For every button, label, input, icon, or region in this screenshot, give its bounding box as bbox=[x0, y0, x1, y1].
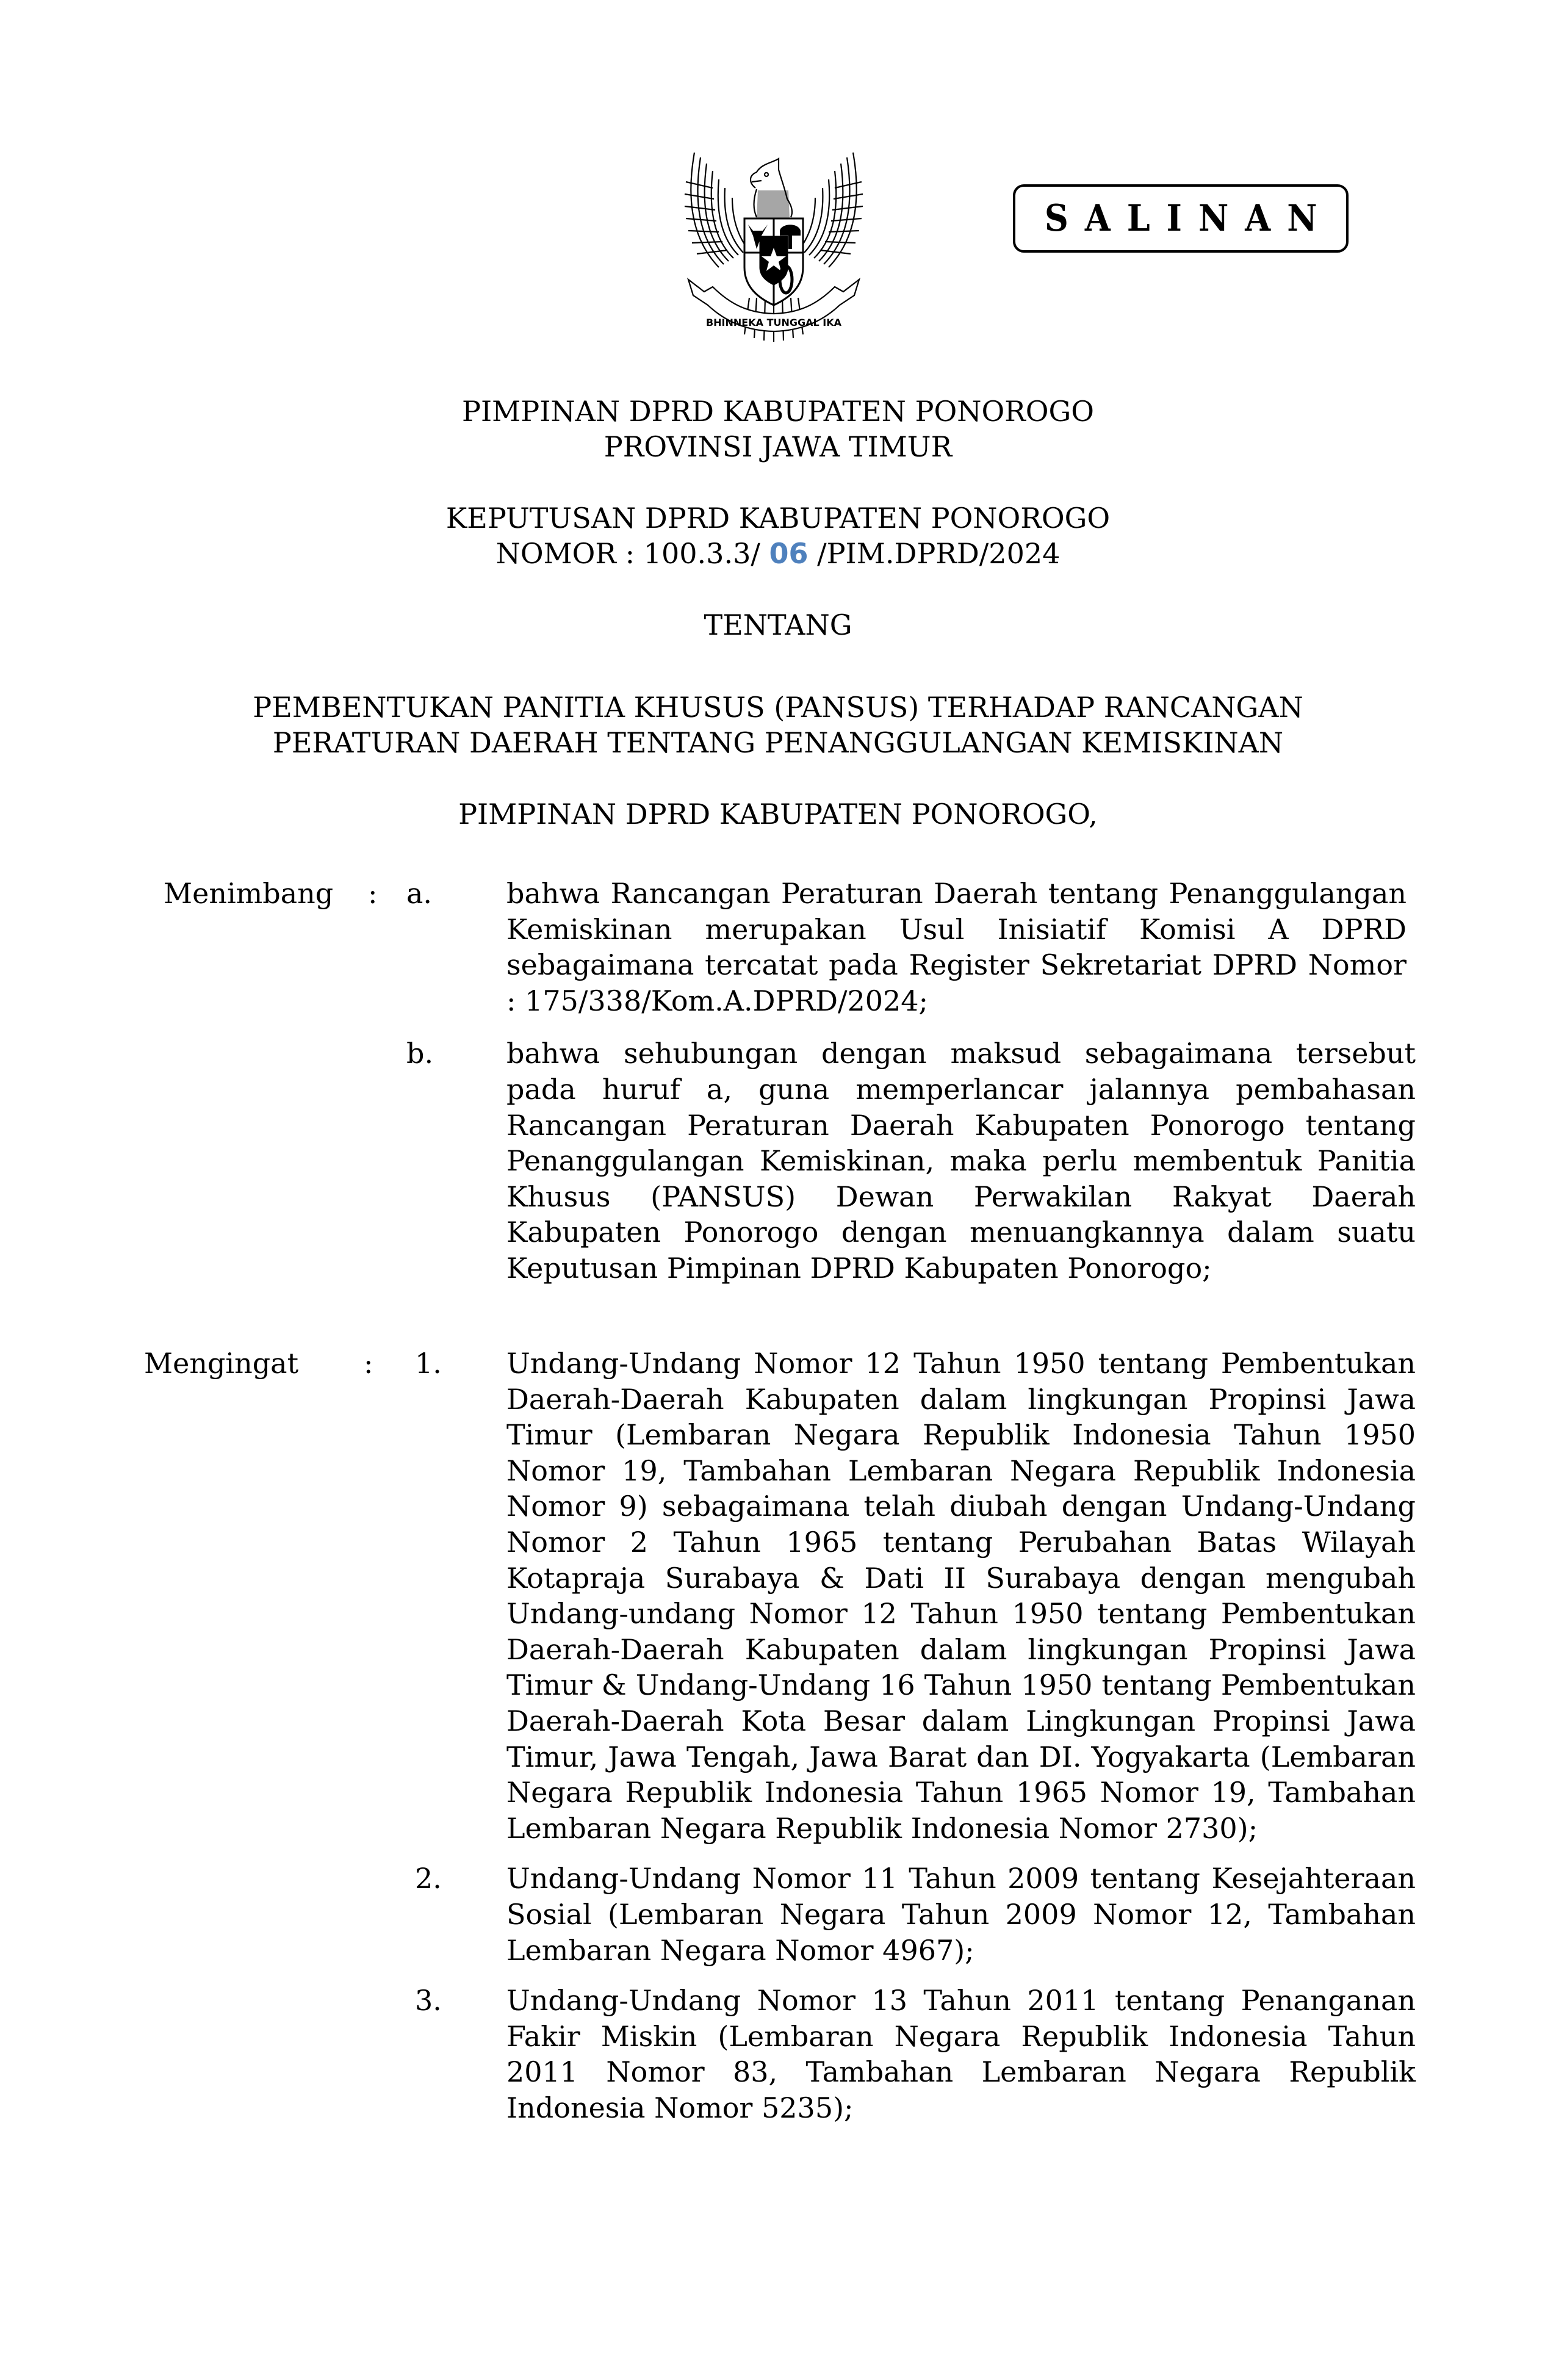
decree-title: KEPUTUSAN DPRD KABUPATEN PONOROGO bbox=[445, 502, 1111, 535]
item-text: Undang-Undang Nomor 11 Tahun 2009 tentang Kesejahteraan Sosial (Lembaran Negara Tahun 2009 Nomor 12, Tambahan Lembaran Negara Nomor 4967); bbox=[506, 1862, 1416, 1967]
mengingat-label: Mengingat bbox=[144, 1347, 299, 1380]
item-text: Undang-Undang Nomor 13 Tahun 2011 tentang Penanganan Fakir Miskin (Lembaran Negara Republik Indonesia Tahun 2011 Nomor 83, Tambahan Lembaran Negara Republik Indonesia Nomor 5235); bbox=[506, 1984, 1416, 2124]
item-text: bahwa sehubungan dengan maksud sebagaimana tersebut pada huruf a, guna memperlancar jalannya pembahasan Rancangan Peraturan Daerah Kabupaten Ponorogo tentang Penanggulangan Kemiskinan, maka perlu membentuk Panitia Khusus (PANSUS) Dewan Perwakilan Rakyat Daerah Kabupaten Ponorogo dengan menuangkannya dalam suatu Keputusan Pimpinan DPRD Kabupaten Ponorogo; bbox=[506, 1037, 1416, 1285]
mengingat-item-1 bbox=[0, 1346, 1556, 1846]
item-marker: a. bbox=[406, 877, 433, 910]
item-text: bahwa Rancangan Peraturan Daerah tentang Penanggulangan Kemiskinan merupakan Usul Inisiatif Komisi A DPRD sebagaimana tercatat pada Register Sekretariat DPRD Nomor : 175/338/Kom.A.DPRD/2024; bbox=[506, 877, 1407, 1017]
item-marker: 2. bbox=[415, 1862, 442, 1895]
decree-number-value: 06 bbox=[769, 537, 809, 570]
item-marker: 3. bbox=[415, 1984, 442, 2018]
tentang-heading: TENTANG bbox=[704, 608, 852, 641]
menimbang-item-a bbox=[0, 876, 1556, 1019]
mengingat-section bbox=[0, 1346, 1556, 2126]
issuer-line-1: PIMPINAN DPRD KABUPATEN PONOROGO bbox=[462, 395, 1094, 428]
emblem-motto: BHINNEKA TUNGGAL IKA bbox=[705, 317, 842, 328]
item-marker: 1. bbox=[415, 1347, 442, 1380]
subject-line-1: PEMBENTUKAN PANITIA KHUSUS (PANSUS) TERHADAP RANCANGAN bbox=[253, 691, 1303, 724]
mengingat-item-2 bbox=[0, 1861, 1556, 1968]
garuda-pancasila-emblem-icon bbox=[676, 145, 871, 347]
menimbang-colon: : bbox=[368, 877, 378, 910]
salinan-stamp bbox=[1013, 184, 1349, 253]
issuer-line-2: PROVINSI JAWA TIMUR bbox=[603, 430, 953, 463]
item-marker: b. bbox=[406, 1037, 434, 1070]
decree-number bbox=[0, 536, 1556, 571]
subject-line-2: PERATURAN DAERAH TENTANG PENANGGULANGAN KEMISKINAN bbox=[272, 726, 1284, 759]
menimbang-label: Menimbang bbox=[164, 877, 334, 910]
decree-number-suffix: /PIM.DPRD/2024 bbox=[817, 537, 1061, 570]
mengingat-colon: : bbox=[364, 1347, 373, 1380]
decree-number-prefix: NOMOR : 100.3.3/ bbox=[495, 537, 760, 570]
salinan-label: SALINAN bbox=[1044, 197, 1334, 240]
menimbang-item-b bbox=[0, 1036, 1556, 1286]
item-text: Undang-Undang Nomor 12 Tahun 1950 tentang Pembentukan Daerah-Daerah Kabupaten dalam lingkungan Propinsi Jawa Timur (Lembaran Negara Republik Indonesia Tahun 1950 Nomor 19, Tambahan Lembaran Negara Republik Indonesia Nomor 9) sebagaimana telah diubah dengan Undang-Undang Nomor 2 Tahun 1965 tentang Perubahan Batas Wilayah Kotapraja Surabaya & Dati II Surabaya dengan mengubah Undang-undang Nomor 12 Tahun 1950 tentang Pembentukan Daerah-Daerah Kabupaten dalam lingkungan Propinsi Jawa Timur & Undang-Undang 16 Tahun 1950 tentang Pembentukan Daerah-Daerah Kota Besar dalam Lingkungan Propinsi Jawa Timur, Jawa Tengah, Jawa Barat dan DI. Yogyakarta (Lembaran Negara Republik Indonesia Tahun 1965 Nomor 19, Tambahan Lembaran Negara Republik Indonesia Nomor 2730); bbox=[506, 1347, 1416, 1845]
authority-line: PIMPINAN DPRD KABUPATEN PONOROGO, bbox=[458, 798, 1098, 831]
menimbang-section bbox=[0, 876, 1556, 1286]
mengingat-item-3 bbox=[0, 1983, 1556, 2126]
